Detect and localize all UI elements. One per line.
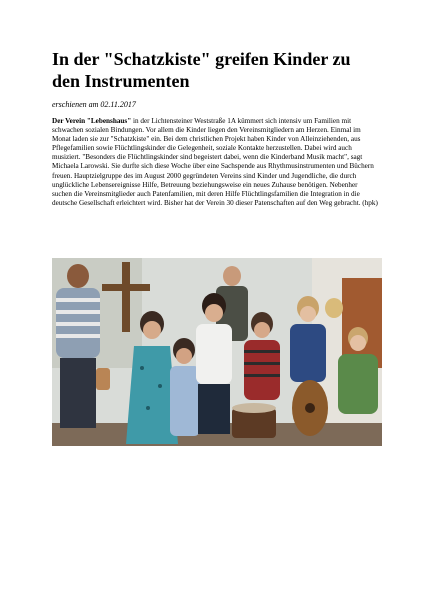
- article-photo: [52, 258, 382, 446]
- children-with-instruments-photo: [52, 258, 382, 446]
- article-title: In der "Schatzkiste" greifen Kinder zu den Instrumenten: [52, 49, 351, 91]
- publish-date: erschienen am 02.11.2017: [52, 100, 136, 109]
- article-lead: Der Verein "Lebenshaus": [52, 117, 132, 125]
- article-body-text: in der Lichtensteiner Weststraße 1A kümmert sich intensiv um Familien mit schwachen sozialen Bindungen. Vor allem die Kinder liegen den Vereinsmitgliedern am Herzen. Einmal im Monat laden sie zur "Schatzkiste" ein. Bei dem christlichen Projekt haben Kinder von Alleinziehenden, aus Pflegefamilien sowie Flüchtlingskinder die Gelegenheit, soziale Kontakte herzustellen. Dabei wird auch musiziert. "Besonders die Flüchtlingskinder sind begeistert dabei, wenn die Kinderband Musik macht", sagt Michaela Larowski. Sie durfte sich diese Woche über eine Sachspende aus Rhythmusinstrumenten und Büchern freuen. Hauptzielgruppe des im August 2000 gegründeten Vereins sind Kinder und Jugendliche, die durch unglückliche Lebensereignisse Hilfe, Betreuung beziehungsweise ein neues Zuhause benötigen. Nebenher suchen die Vereinsmitglieder auch Patenfamilien, mit deren Hilfe Flüchtlingsfamilien die Integration in die deutsche Gesellschaft erleichtert wird. Bisher hat der Verein 30 dieser Patenschaften auf den Weg gebracht. (hpk): [52, 117, 378, 207]
- article-body: [52, 117, 379, 208]
